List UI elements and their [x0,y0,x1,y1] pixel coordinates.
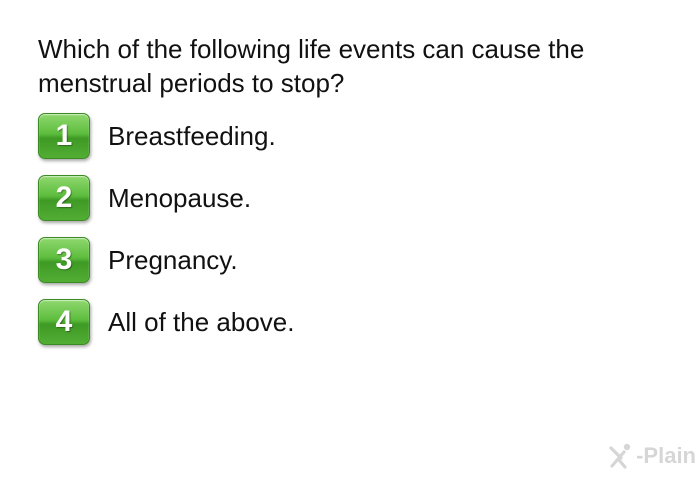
option-number-button[interactable]: 1 [38,113,90,159]
option-label: Pregnancy. [108,245,238,275]
answer-option-1[interactable] [38,111,294,161]
option-number-button[interactable]: 4 [38,299,90,345]
option-label: All of the above. [108,307,295,337]
x-plain-logo [608,442,696,470]
option-label: Menopause. [108,183,252,213]
option-label: Breastfeeding. [108,121,276,151]
answer-option-3[interactable] [38,235,294,285]
question-text: Which of the following life events can cause the menstrual periods to stop? [38,34,585,98]
x-plain-logo-icon [608,442,634,470]
option-number-button[interactable]: 3 [38,237,90,283]
answer-option-4[interactable] [38,297,294,347]
answer-option-2[interactable] [38,173,294,223]
answer-options [38,111,294,359]
option-number-button[interactable]: 2 [38,175,90,221]
logo-text: -Plain [636,443,696,468]
